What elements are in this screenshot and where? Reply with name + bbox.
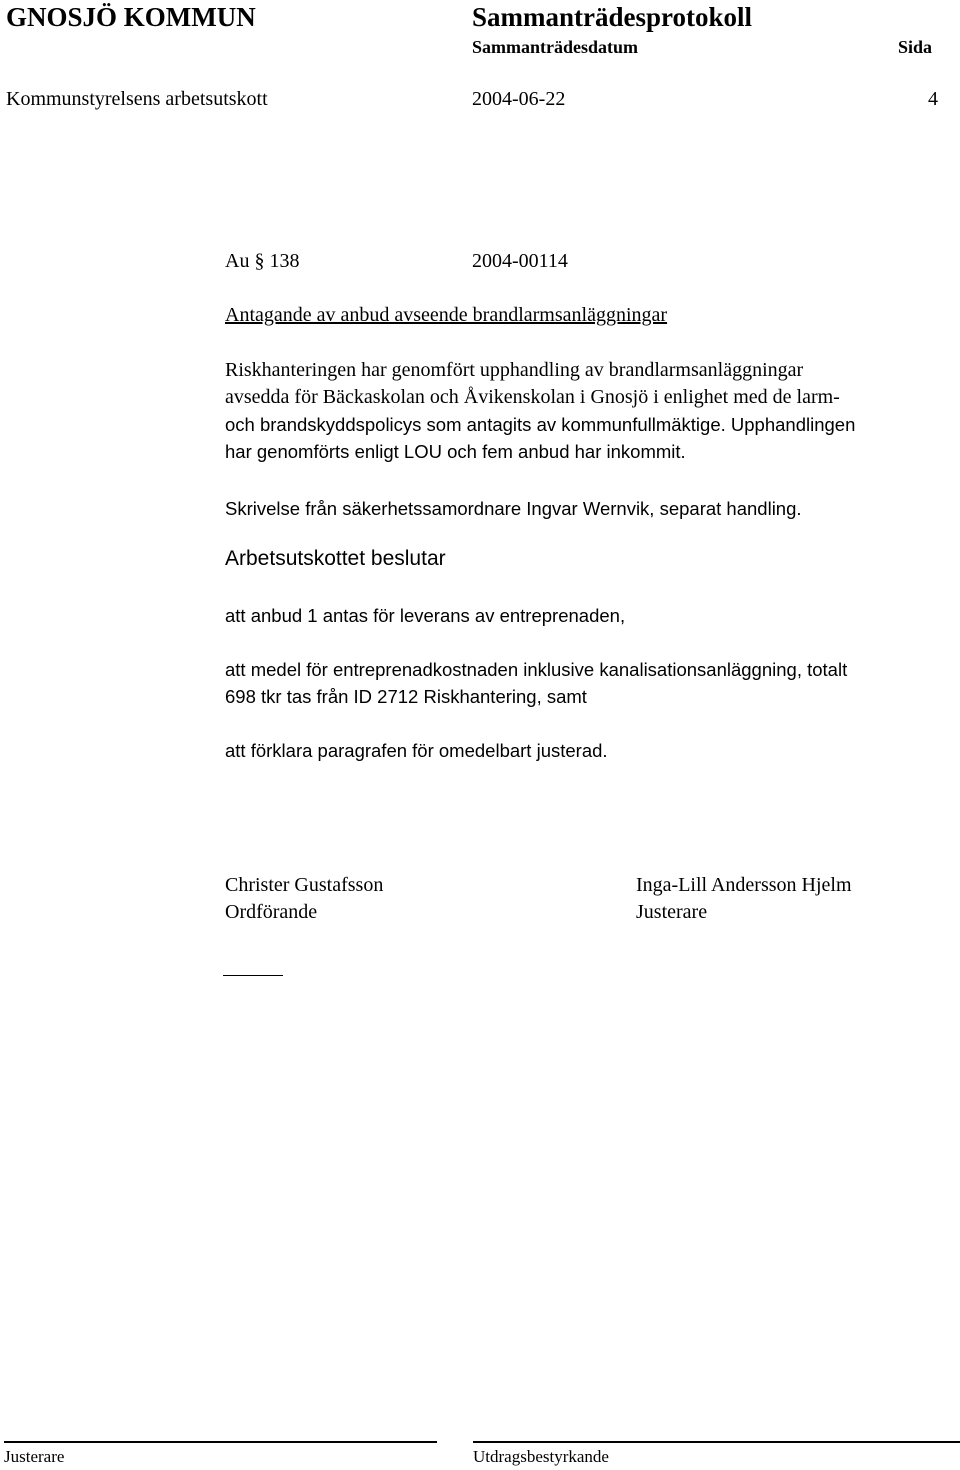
intro-paragraph bbox=[225, 357, 955, 465]
decision-line: att medel för entreprenadkostnaden inklusive kanalisationsanläggning, totalt bbox=[225, 659, 848, 680]
intro-line: avsedda för Bäckaskolan och Åvikenskolan i Gnosjö i enlighet med de larm- bbox=[225, 386, 840, 408]
footer-rule-left bbox=[4, 1441, 437, 1443]
page-number: 4 bbox=[928, 88, 938, 110]
decision-item-1: att anbud 1 antas för leverans av entreprenaden, bbox=[225, 605, 626, 626]
decision-heading: Arbetsutskottet beslutar bbox=[225, 547, 446, 570]
organization-name: GNOSJÖ KOMMUN bbox=[6, 2, 256, 32]
decision-line: 698 tkr tas från ID 2712 Riskhantering, samt bbox=[225, 686, 587, 707]
paragraph-id: Au § 138 bbox=[225, 250, 300, 272]
intro-line: Riskhanteringen har genomfört upphandling av brandlarmsanläggningar bbox=[225, 359, 804, 381]
signature-line bbox=[223, 975, 283, 976]
intro-line: och brandskyddspolicys som antagits av kommunfullmäktige. Upphandlingen bbox=[225, 414, 856, 435]
intro-line: har genomförts enligt LOU och fem anbud har inkommit. bbox=[225, 441, 686, 462]
case-number: 2004-00114 bbox=[472, 250, 568, 272]
adjuster-role: Justerare bbox=[636, 901, 708, 923]
footer-rule-right bbox=[473, 1441, 960, 1443]
case-title: Antagande av anbud avseende brandlarmsanläggningar bbox=[225, 304, 668, 326]
chair-role: Ordförande bbox=[225, 901, 318, 923]
footer-certification-label: Utdragsbestyrkande bbox=[473, 1447, 609, 1466]
chair-name: Christer Gustafsson bbox=[225, 874, 384, 896]
adjuster-signature-block bbox=[636, 872, 852, 926]
meeting-date: 2004-06-22 bbox=[472, 88, 566, 110]
footer-adjuster-label: Justerare bbox=[4, 1447, 65, 1466]
committee-name: Kommunstyrelsens arbetsutskott bbox=[6, 88, 268, 110]
reference-text: Skrivelse från säkerhetssamordnare Ingvar Wernvik, separat handling. bbox=[225, 498, 802, 519]
meeting-date-label: Sammanträdesdatum bbox=[472, 37, 639, 57]
decision-item-2 bbox=[225, 656, 955, 710]
page-label: Sida bbox=[898, 37, 933, 57]
decision-item-3: att förklara paragrafen för omedelbart justerad. bbox=[225, 740, 608, 761]
document-type: Sammanträdesprotokoll bbox=[472, 2, 753, 32]
adjuster-name: Inga-Lill Andersson Hjelm bbox=[636, 874, 852, 896]
chair-signature-block bbox=[225, 872, 383, 926]
